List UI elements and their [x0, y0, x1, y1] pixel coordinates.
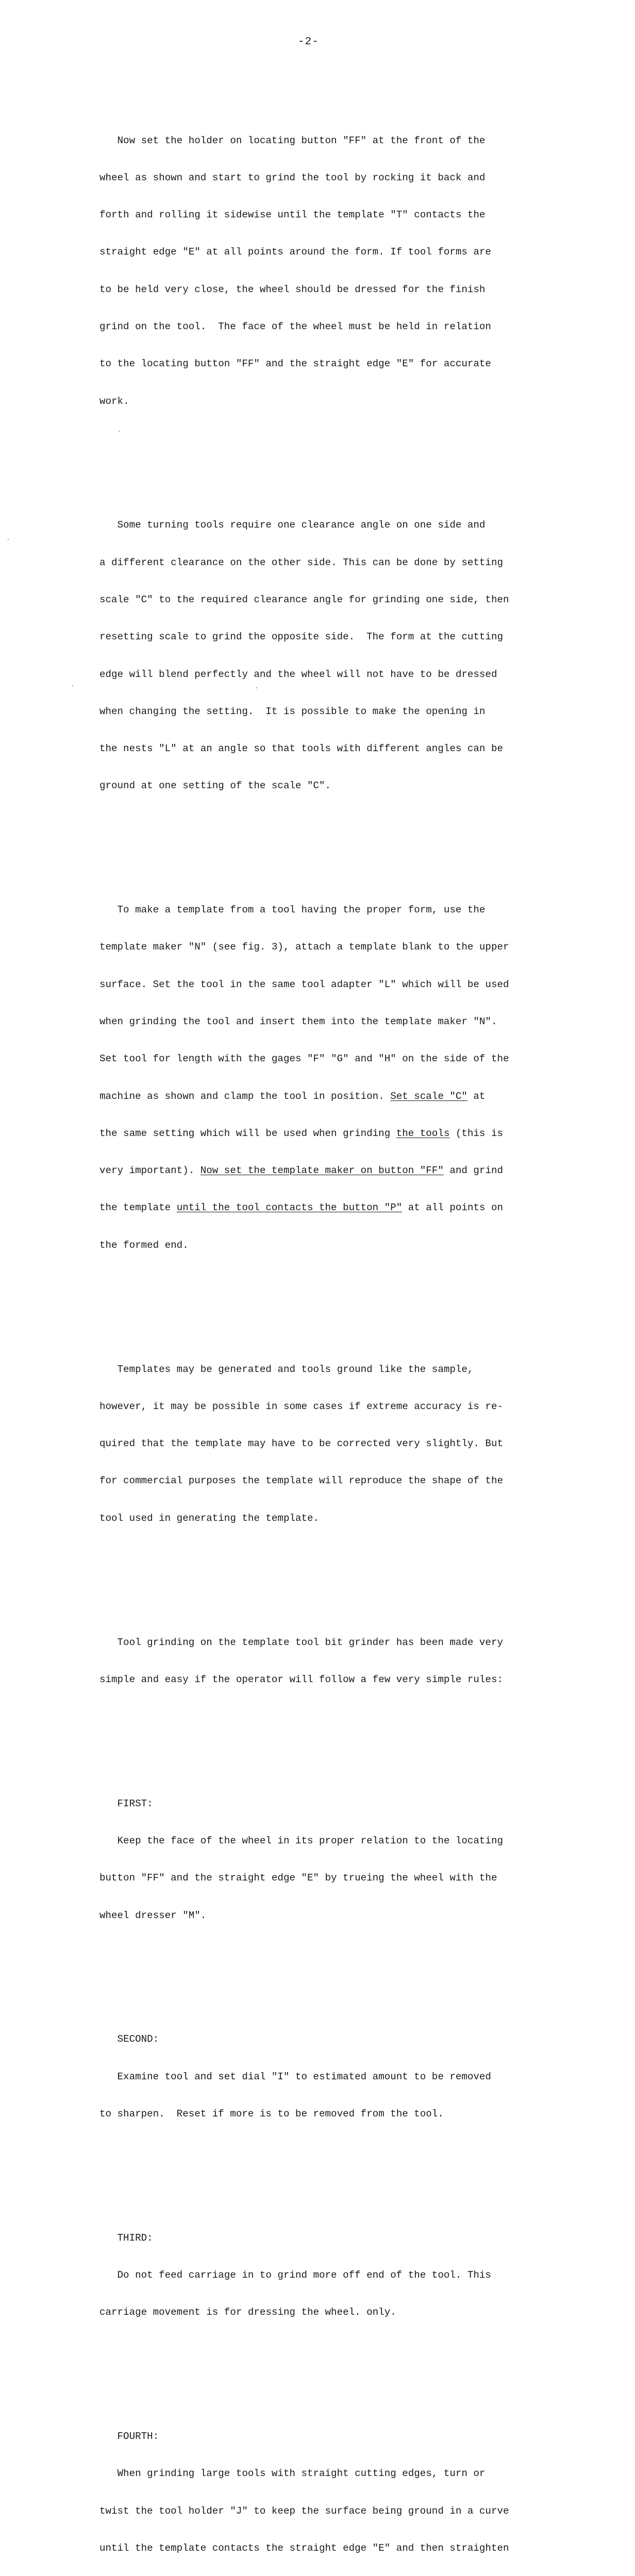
text-line: edge will blend perfectly and the wheel will not have to be dressed — [99, 668, 497, 680]
rule-heading — [99, 2033, 543, 2045]
text-line-underlined — [99, 1090, 543, 1103]
text-segment: (this is — [449, 1127, 503, 1139]
text-line: Templates may be generated and tools ground like the sample, — [99, 1363, 474, 1375]
text-line: the formed end. — [99, 1239, 189, 1251]
text-line: straight edge "E" at all points around the form. If tool forms are — [99, 246, 491, 258]
paragraph-template-maker — [99, 879, 543, 1276]
text-line: Keep the face of the wheel in its proper relation to the locating — [99, 1835, 503, 1846]
text-line: Do not feed carriage in to grind more off end of the tool. This — [99, 2269, 491, 2281]
paragraph-holder-setup — [99, 109, 543, 432]
text-line: Set tool for length with the gages "F" "G" and "H" on the side of the — [99, 1053, 509, 1065]
scan-speck — [8, 539, 9, 540]
text-line: When grinding large tools with straight cutting edges, turn or — [99, 2468, 486, 2480]
text-line-underlined — [99, 1201, 543, 1214]
text-line: until the template contacts the straight edge "E" and then straighten — [99, 2543, 509, 2554]
text-line-underlined — [99, 1127, 543, 1140]
text-line: Tool grinding on the template tool bit grinder has been made very — [99, 1636, 503, 1648]
rule-third — [99, 2207, 543, 2344]
text-line: to sharpen. Reset if more is to be removed from the tool. — [99, 2108, 444, 2120]
underlined-phrase: until the tool contacts the button "P" — [176, 1202, 403, 1214]
text-segment: the template — [99, 1202, 177, 1214]
rule-heading-text: SECOND: — [117, 2033, 159, 2045]
text-line: to the locating button "FF" and the straight edge "E" for accurate — [99, 358, 491, 370]
paragraph-clearance-angles — [99, 494, 543, 817]
paragraph-template-accuracy — [99, 1338, 543, 1549]
text-segment: machine as shown and clamp the tool in position. — [99, 1090, 391, 1102]
underlined-phrase: Set scale "C" — [390, 1090, 467, 1102]
rule-second — [99, 2008, 543, 2145]
text-line: forth and rolling it sidewise until the template "T" contacts the — [99, 209, 486, 221]
text-segment: and grind — [443, 1165, 503, 1177]
scan-speck — [72, 685, 73, 686]
underlined-phrase: Now set the template maker on button "FF" — [200, 1165, 444, 1177]
text-segment: very important). — [99, 1165, 200, 1177]
rule-fourth — [99, 2405, 543, 2576]
text-line: Some turning tools require one clearance angle on one side and — [99, 519, 486, 531]
text-line: surface. Set the tool in the same tool adapter "L" which will be used — [99, 978, 509, 990]
text-line: template maker "N" (see fig. 3), attach a template blank to the upper — [99, 941, 509, 953]
text-line: when changing the setting. It is possible to make the opening in — [99, 705, 486, 717]
text-line: carriage movement is for dressing the wheel. only. — [99, 2307, 396, 2318]
text-line: for commercial purposes the template will reproduce the shape of the — [99, 1475, 503, 1487]
body-text — [99, 60, 543, 2576]
text-line: Examine tool and set dial "I" to estimated amount to be removed — [99, 2071, 491, 2082]
scan-speck — [119, 431, 120, 432]
rule-heading — [99, 2430, 543, 2443]
text-line: wheel dresser "M". — [99, 1909, 207, 1921]
text-line: resetting scale to grind the opposite side. The form at the cutting — [99, 631, 503, 643]
text-line: quired that the template may have to be corrected very slightly. But — [99, 1438, 503, 1450]
text-line-underlined — [99, 1164, 543, 1177]
text-line: simple and easy if the operator will follow a few very simple rules: — [99, 1673, 503, 1685]
text-segment: at — [467, 1090, 486, 1102]
text-line: work. — [99, 395, 129, 407]
text-line: wheel as shown and start to grind the tool by rocking it back and — [99, 172, 486, 183]
rule-first — [99, 1772, 543, 1946]
rule-heading — [99, 1798, 543, 1810]
page-number: -2- — [298, 36, 319, 48]
text-line: ground at one setting of the scale "C". — [99, 780, 331, 792]
text-line: to be held very close, the wheel should be dressed for the finish — [99, 283, 486, 295]
rule-heading-text: FOURTH: — [117, 2431, 159, 2443]
underlined-phrase: the tools — [396, 1127, 450, 1139]
text-line: Now set the holder on locating button "FF" at the front of the — [99, 134, 486, 146]
text-line: the nests "L" at an angle so that tools with different angles can be — [99, 743, 503, 755]
scan-speck — [256, 687, 257, 688]
text-line: twist the tool holder "J" to keep the surface being ground in a curve — [99, 2505, 509, 2517]
text-line: button "FF" and the straight edge "E" by trueing the wheel with the — [99, 1872, 497, 1884]
text-line: grind on the tool. The face of the wheel must be held in relation — [99, 320, 491, 332]
text-segment: the same setting which will be used when grinding — [99, 1127, 396, 1139]
text-line: however, it may be possible in some cases if extreme accuracy is re- — [99, 1400, 503, 1412]
text-line: tool used in generating the template. — [99, 1512, 320, 1524]
rule-heading-text: FIRST: — [117, 1798, 153, 1809]
text-line: when grinding the tool and insert them into the template maker "N". — [99, 1016, 497, 1028]
text-line: To make a template from a tool having the proper form, use the — [99, 904, 486, 916]
rule-heading-text: THIRD: — [117, 2232, 153, 2244]
rule-heading — [99, 2232, 543, 2244]
text-line: scale "C" to the required clearance angle for grinding one side, then — [99, 594, 509, 605]
text-segment: at all points on — [402, 1202, 503, 1214]
text-line: a different clearance on the other side. This can be done by setting — [99, 556, 503, 568]
paragraph-rules-intro — [99, 1611, 543, 1710]
